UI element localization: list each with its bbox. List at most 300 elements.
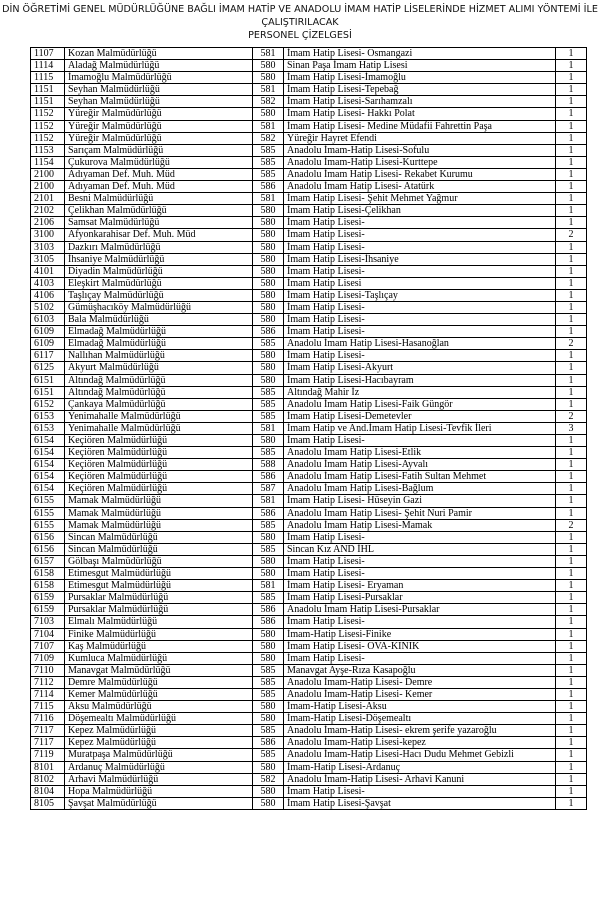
school-code-cell: 585 (253, 398, 284, 410)
school-name-cell: İmam Hatip Lisesi- (284, 241, 556, 253)
staff-count-cell: 1 (556, 72, 587, 84)
unit-name-cell: Manavgat Malmüdürlüğü (65, 664, 253, 676)
staff-count-cell: 1 (556, 96, 587, 108)
school-name-cell: İmam Hatip Lisesi- Hüseyin Gazi (284, 495, 556, 507)
table-row (31, 507, 587, 519)
table-row (31, 749, 587, 761)
unit-name-cell: Mamak Malmüdürlüğü (65, 495, 253, 507)
staff-count-cell: 1 (556, 277, 587, 289)
staff-count-cell: 1 (556, 386, 587, 398)
school-name-cell: İmam Hatip Lisesi- Hakkı Polat (284, 108, 556, 120)
school-name-cell: Anadolu İmam-Hatip Lisesi- Demre (284, 676, 556, 688)
unit-name-cell: Samsat Malmüdürlüğü (65, 217, 253, 229)
unit-code-cell: 8105 (31, 797, 65, 809)
school-code-cell: 580 (253, 253, 284, 265)
table-row (31, 676, 587, 688)
school-name-cell: Anadolu İmam Hatip Lisesi- Rekabet Kurumu (284, 168, 556, 180)
unit-name-cell: Akyurt Malmüdürlüğü (65, 362, 253, 374)
school-name-cell: Anadolu İmam-Hatip Lisesi-kepez (284, 737, 556, 749)
table-row (31, 688, 587, 700)
unit-code-cell: 6159 (31, 604, 65, 616)
staff-count-cell: 1 (556, 701, 587, 713)
unit-code-cell: 3100 (31, 229, 65, 241)
school-name-cell: Anadolu İmam-Hatip Lisesi-Sofulu (284, 144, 556, 156)
table-row (31, 181, 587, 193)
table-row (31, 616, 587, 628)
unit-code-cell: 7114 (31, 688, 65, 700)
table-row (31, 568, 587, 580)
school-name-cell: Anadolu İmam Hatip Lisesi-Ayvalı (284, 459, 556, 471)
school-name-cell: Anadolu İmam Hatip Lisesi-Bağlum (284, 483, 556, 495)
school-name-cell: Altındağ Mahir İz (284, 386, 556, 398)
staff-count-cell: 1 (556, 193, 587, 205)
school-name-cell: İmam Hatip Lisesi-Şavşat (284, 797, 556, 809)
unit-code-cell: 6109 (31, 338, 65, 350)
unit-name-cell: Sarıçam Malmüdürlüğü (65, 144, 253, 156)
school-code-cell: 580 (253, 531, 284, 543)
school-code-cell: 580 (253, 301, 284, 313)
school-name-cell: Sincan Kız AND İHL (284, 543, 556, 555)
unit-code-cell: 2100 (31, 168, 65, 180)
document-title-line-1: DİN ÖĞRETİMİ GENEL MÜDÜRLÜĞÜNE BAĞLI İMAM HATİP VE ANADOLU İMAM HATİP LİSELERİNDE HİZMET ALIMI YÖNTEMİ İLE ÇALIŞTIRILACAK (2, 4, 598, 28)
unit-name-cell: Kumluca Malmüdürlüğü (65, 652, 253, 664)
unit-code-cell: 1107 (31, 48, 65, 60)
table-row (31, 350, 587, 362)
unit-code-cell: 7119 (31, 749, 65, 761)
table-row (31, 797, 587, 809)
school-code-cell: 586 (253, 737, 284, 749)
staff-count-cell: 1 (556, 265, 587, 277)
school-code-cell: 580 (253, 701, 284, 713)
unit-name-cell: Yenimahalle Malmüdürlüğü (65, 410, 253, 422)
school-code-cell: 586 (253, 326, 284, 338)
school-code-cell: 580 (253, 797, 284, 809)
school-code-cell: 588 (253, 459, 284, 471)
table-row (31, 156, 587, 168)
table-row (31, 422, 587, 434)
table-row (31, 362, 587, 374)
unit-code-cell: 6156 (31, 531, 65, 543)
staff-count-cell: 1 (556, 108, 587, 120)
table-row (31, 60, 587, 72)
school-name-cell: Anadolu İmam Hatip Lisesi-Fatih Sultan Mehmet (284, 471, 556, 483)
school-code-cell: 586 (253, 507, 284, 519)
table-row (31, 265, 587, 277)
staff-count-cell: 1 (556, 531, 587, 543)
unit-code-cell: 7116 (31, 713, 65, 725)
staff-count-cell: 1 (556, 398, 587, 410)
school-code-cell: 587 (253, 483, 284, 495)
unit-name-cell: Yenimahalle Malmüdürlüğü (65, 422, 253, 434)
unit-name-cell: Elmalı Malmüdürlüğü (65, 616, 253, 628)
table-row (31, 326, 587, 338)
unit-code-cell: 7110 (31, 664, 65, 676)
school-name-cell: İmam Hatip Lisesi- (284, 350, 556, 362)
unit-code-cell: 1153 (31, 144, 65, 156)
school-code-cell: 580 (253, 652, 284, 664)
school-code-cell: 580 (253, 72, 284, 84)
table-row (31, 543, 587, 555)
unit-code-cell: 6117 (31, 350, 65, 362)
unit-code-cell: 6103 (31, 314, 65, 326)
unit-name-cell: Sincan Malmüdürlüğü (65, 543, 253, 555)
school-name-cell: Anadolu İmam Hatip Lisesi-Faik Güngör (284, 398, 556, 410)
school-name-cell: İmam Hatip Lisesi- OVA-KINIK (284, 640, 556, 652)
school-name-cell: Anadolu İmam Hatip Lisesi-Mamak (284, 519, 556, 531)
staff-count-cell: 1 (556, 773, 587, 785)
table-row (31, 435, 587, 447)
unit-name-cell: Kaş Malmüdürlüğü (65, 640, 253, 652)
unit-code-cell: 1115 (31, 72, 65, 84)
personnel-table (30, 47, 587, 810)
staff-count-cell: 1 (556, 301, 587, 313)
unit-code-cell: 7117 (31, 737, 65, 749)
school-name-cell: Anadolu İmam-Hatip Lisesi-Kurttepe (284, 156, 556, 168)
unit-code-cell: 6151 (31, 386, 65, 398)
school-name-cell: İmam Hatip Lisesi-Sarıhamzalı (284, 96, 556, 108)
unit-code-cell: 6154 (31, 459, 65, 471)
unit-code-cell: 6109 (31, 326, 65, 338)
unit-code-cell: 2106 (31, 217, 65, 229)
school-name-cell: İmam-Hatip Lisesi-Finike (284, 628, 556, 640)
school-name-cell: Yüreğir Hayret Efendi (284, 132, 556, 144)
unit-code-cell: 6153 (31, 422, 65, 434)
school-name-cell: İmam Hatip Lisesi-Taşlıçay (284, 289, 556, 301)
unit-code-cell: 1152 (31, 120, 65, 132)
unit-code-cell: 6151 (31, 374, 65, 386)
unit-code-cell: 7117 (31, 725, 65, 737)
unit-code-cell: 6125 (31, 362, 65, 374)
unit-name-cell: Ardanuç Malmüdürlüğü (65, 761, 253, 773)
unit-code-cell: 1151 (31, 84, 65, 96)
school-code-cell: 582 (253, 96, 284, 108)
unit-name-cell: Şavşat Malmüdürlüğü (65, 797, 253, 809)
staff-count-cell: 1 (556, 144, 587, 156)
school-code-cell: 580 (253, 205, 284, 217)
table-row (31, 96, 587, 108)
unit-name-cell: Altındağ Malmüdürlüğü (65, 374, 253, 386)
unit-name-cell: Arhavi Malmüdürlüğü (65, 773, 253, 785)
document-title-line-2: PERSONEL ÇİZELGESİ (248, 30, 352, 41)
staff-count-cell: 1 (556, 737, 587, 749)
unit-name-cell: Elmadağ Malmüdürlüğü (65, 338, 253, 350)
staff-count-cell: 2 (556, 338, 587, 350)
table-row (31, 386, 587, 398)
unit-name-cell: Kepez Malmüdürlüğü (65, 737, 253, 749)
school-name-cell: İmam Hatip Lisesi- (284, 555, 556, 567)
unit-code-cell: 6153 (31, 410, 65, 422)
unit-code-cell: 2102 (31, 205, 65, 217)
unit-name-cell: Seyhan Malmüdürlüğü (65, 96, 253, 108)
table-row (31, 374, 587, 386)
table-row (31, 48, 587, 60)
unit-name-cell: Adıyaman Def. Muh. Müd (65, 168, 253, 180)
school-name-cell: İmam-Hatip Lisesi-Döşemealtı (284, 713, 556, 725)
school-name-cell: İmam Hatip Lisesi-İmamoğlu (284, 72, 556, 84)
school-name-cell: Anadolu İmam Hatip Lisesi-Hasanoğlan (284, 338, 556, 350)
unit-code-cell: 6155 (31, 495, 65, 507)
school-code-cell: 580 (253, 241, 284, 253)
table-row (31, 72, 587, 84)
unit-code-cell: 6159 (31, 592, 65, 604)
staff-count-cell: 1 (556, 785, 587, 797)
school-name-cell: İmam Hatip Lisesi- (284, 531, 556, 543)
school-name-cell: İmam Hatip Lisesi- Osmangazi (284, 48, 556, 60)
school-name-cell: İmam Hatip Lisesi-Demetevler (284, 410, 556, 422)
table-row (31, 640, 587, 652)
table-row (31, 495, 587, 507)
unit-code-cell: 7109 (31, 652, 65, 664)
unit-name-cell: Mamak Malmüdürlüğü (65, 507, 253, 519)
school-name-cell: İmam Hatip Lisesi- (284, 435, 556, 447)
unit-name-cell: Yüreğir Malmüdürlüğü (65, 108, 253, 120)
staff-count-cell: 1 (556, 181, 587, 193)
school-name-cell: Anadolu İmam-Hatip Lisesi-Hacı Dudu Mehmet Gebizli (284, 749, 556, 761)
unit-code-cell: 4103 (31, 277, 65, 289)
school-code-cell: 582 (253, 132, 284, 144)
school-code-cell: 585 (253, 338, 284, 350)
staff-count-cell: 1 (556, 725, 587, 737)
school-code-cell: 585 (253, 664, 284, 676)
unit-name-cell: Taşlıçay Malmüdürlüğü (65, 289, 253, 301)
unit-code-cell: 6155 (31, 507, 65, 519)
staff-count-cell: 1 (556, 797, 587, 809)
unit-name-cell: İmamoğlu Malmüdürlüğü (65, 72, 253, 84)
table-row (31, 652, 587, 664)
unit-name-cell: Yüreğir Malmüdürlüğü (65, 132, 253, 144)
staff-count-cell: 2 (556, 410, 587, 422)
unit-name-cell: Kemer Malmüdürlüğü (65, 688, 253, 700)
staff-count-cell: 1 (556, 652, 587, 664)
unit-code-cell: 5102 (31, 301, 65, 313)
unit-name-cell: Çankaya Malmüdürlüğü (65, 398, 253, 410)
unit-code-cell: 6157 (31, 555, 65, 567)
school-name-cell: Sinan Paşa İmam Hatip Lisesi (284, 60, 556, 72)
staff-count-cell: 1 (556, 592, 587, 604)
table-row (31, 604, 587, 616)
school-code-cell: 580 (253, 785, 284, 797)
table-row (31, 253, 587, 265)
school-name-cell: İmam Hatip Lisesi-Çelikhan (284, 205, 556, 217)
unit-name-cell: Mamak Malmüdürlüğü (65, 519, 253, 531)
school-code-cell: 581 (253, 193, 284, 205)
staff-count-cell: 2 (556, 229, 587, 241)
school-name-cell: İmam Hatip Lisesi- Şehit Mehmet Yağmur (284, 193, 556, 205)
unit-name-cell: Aladağ Malmüdürlüğü (65, 60, 253, 72)
school-name-cell: İmam Hatip Lisesi- Medine Müdafii Fahrettin Paşa (284, 120, 556, 132)
table-row (31, 531, 587, 543)
school-code-cell: 585 (253, 725, 284, 737)
unit-name-cell: Pursaklar Malmüdürlüğü (65, 592, 253, 604)
school-name-cell: İmam Hatip Lisesi (284, 277, 556, 289)
school-code-cell: 585 (253, 447, 284, 459)
table-row (31, 205, 587, 217)
staff-count-cell: 1 (556, 289, 587, 301)
school-code-cell: 581 (253, 495, 284, 507)
staff-count-cell: 1 (556, 495, 587, 507)
table-row (31, 314, 587, 326)
school-name-cell: İmam Hatip Lisesi-Akyurt (284, 362, 556, 374)
school-name-cell: Anadolu İmam-Hatip Lisesi- ekrem şerife yazaroğlu (284, 725, 556, 737)
unit-code-cell: 1152 (31, 132, 65, 144)
table-row (31, 301, 587, 313)
table-row (31, 338, 587, 350)
table-row (31, 713, 587, 725)
staff-count-cell: 1 (556, 84, 587, 96)
school-name-cell: Anadolu İmam-Hatip Lisesi- Kemer (284, 688, 556, 700)
table-row (31, 459, 587, 471)
school-code-cell: 581 (253, 48, 284, 60)
table-row (31, 193, 587, 205)
school-name-cell: Anadolu İmam Hatip Lisesi- Şehit Nuri Pamir (284, 507, 556, 519)
school-code-cell: 585 (253, 519, 284, 531)
school-code-cell: 581 (253, 120, 284, 132)
school-name-cell: İmam Hatip Lisesi-Tepebağ (284, 84, 556, 96)
school-code-cell: 585 (253, 543, 284, 555)
table-row (31, 447, 587, 459)
table-row (31, 701, 587, 713)
unit-code-cell: 6154 (31, 483, 65, 495)
unit-name-cell: Gölbaşı Malmüdürlüğü (65, 555, 253, 567)
school-code-cell: 580 (253, 435, 284, 447)
staff-count-cell: 1 (556, 60, 587, 72)
staff-count-cell: 1 (556, 616, 587, 628)
unit-code-cell: 1114 (31, 60, 65, 72)
school-code-cell: 586 (253, 604, 284, 616)
school-code-cell: 585 (253, 688, 284, 700)
school-code-cell: 581 (253, 84, 284, 96)
staff-count-cell: 1 (556, 749, 587, 761)
school-code-cell: 582 (253, 773, 284, 785)
school-code-cell: 585 (253, 156, 284, 168)
unit-name-cell: Eleşkirt Malmüdürlüğü (65, 277, 253, 289)
school-name-cell: Anadolu İmam Hatip Lisesi-Pursaklar (284, 604, 556, 616)
school-name-cell: İmam Hatip Lisesi- (284, 265, 556, 277)
unit-code-cell: 6152 (31, 398, 65, 410)
unit-name-cell: Demre Malmüdürlüğü (65, 676, 253, 688)
school-name-cell: İmam Hatip Lisesi- (284, 326, 556, 338)
staff-count-cell: 1 (556, 120, 587, 132)
unit-code-cell: 6154 (31, 447, 65, 459)
unit-code-cell: 7107 (31, 640, 65, 652)
school-name-cell: Anadolu İmam Hatip Lisesi- Atatürk (284, 181, 556, 193)
table-row (31, 398, 587, 410)
unit-name-cell: Altındağ Malmüdürlüğü (65, 386, 253, 398)
school-name-cell: İmam Hatip Lisesi-Pursaklar (284, 592, 556, 604)
unit-name-cell: Keçiören Malmüdürlüğü (65, 447, 253, 459)
unit-name-cell: Diyadin Malmüdürlüğü (65, 265, 253, 277)
table-row (31, 483, 587, 495)
unit-code-cell: 6158 (31, 568, 65, 580)
unit-name-cell: Keçiören Malmüdürlüğü (65, 459, 253, 471)
school-code-cell: 580 (253, 229, 284, 241)
staff-count-cell: 1 (556, 253, 587, 265)
school-name-cell: Manavgat Ayşe-Rıza Kasapoğlu (284, 664, 556, 676)
school-code-cell: 585 (253, 410, 284, 422)
school-code-cell: 586 (253, 181, 284, 193)
school-code-cell: 580 (253, 713, 284, 725)
table-row (31, 229, 587, 241)
unit-code-cell: 3105 (31, 253, 65, 265)
unit-name-cell: Adıyaman Def. Muh. Müd (65, 181, 253, 193)
staff-count-cell: 1 (556, 132, 587, 144)
unit-code-cell: 6158 (31, 580, 65, 592)
unit-name-cell: Keçiören Malmüdürlüğü (65, 471, 253, 483)
school-name-cell: İmam-Hatip Lisesi-Ardanuç (284, 761, 556, 773)
table-row (31, 277, 587, 289)
table-row (31, 555, 587, 567)
staff-count-cell: 1 (556, 435, 587, 447)
school-code-cell: 585 (253, 386, 284, 398)
staff-count-cell: 1 (556, 483, 587, 495)
school-name-cell: İmam Hatip Lisesi- (284, 229, 556, 241)
school-code-cell: 580 (253, 628, 284, 640)
table-row (31, 761, 587, 773)
table-row (31, 132, 587, 144)
staff-count-cell: 1 (556, 761, 587, 773)
school-name-cell: Anadolu İmam Hatip Lisesi-Etlik (284, 447, 556, 459)
table-row (31, 664, 587, 676)
table-row (31, 410, 587, 422)
staff-count-cell: 1 (556, 156, 587, 168)
school-code-cell: 585 (253, 144, 284, 156)
unit-code-cell: 8104 (31, 785, 65, 797)
school-code-cell: 585 (253, 592, 284, 604)
table-row (31, 580, 587, 592)
unit-code-cell: 7103 (31, 616, 65, 628)
unit-name-cell: Gümüşhacıköy Malmüdürlüğü (65, 301, 253, 313)
unit-code-cell: 1154 (31, 156, 65, 168)
unit-name-cell: Pursaklar Malmüdürlüğü (65, 604, 253, 616)
school-name-cell: Anadolu İmam-Hatip Lisesi- Arhavi Kanuni (284, 773, 556, 785)
table-row (31, 84, 587, 96)
unit-name-cell: Elmadağ Malmüdürlüğü (65, 326, 253, 338)
table-row (31, 120, 587, 132)
staff-count-cell: 1 (556, 362, 587, 374)
school-code-cell: 580 (253, 289, 284, 301)
unit-name-cell: Çukurova Malmüdürlüğü (65, 156, 253, 168)
unit-code-cell: 6156 (31, 543, 65, 555)
school-code-cell: 581 (253, 422, 284, 434)
staff-count-cell: 1 (556, 168, 587, 180)
staff-count-cell: 1 (556, 48, 587, 60)
school-name-cell: İmam Hatip Lisesi- (284, 616, 556, 628)
unit-name-cell: Döşemealtı Malmüdürlüğü (65, 713, 253, 725)
unit-name-cell: Nallıhan Malmüdürlüğü (65, 350, 253, 362)
unit-name-cell: Kozan Malmüdürlüğü (65, 48, 253, 60)
school-code-cell: 585 (253, 749, 284, 761)
staff-count-cell: 1 (556, 688, 587, 700)
staff-count-cell: 1 (556, 640, 587, 652)
staff-count-cell: 2 (556, 519, 587, 531)
school-code-cell: 580 (253, 60, 284, 72)
unit-name-cell: Finike Malmüdürlüğü (65, 628, 253, 640)
table-row (31, 108, 587, 120)
document-title (0, 3, 600, 42)
school-code-cell: 581 (253, 580, 284, 592)
unit-name-cell: Kepez Malmüdürlüğü (65, 725, 253, 737)
unit-code-cell: 6154 (31, 435, 65, 447)
staff-count-cell: 1 (556, 241, 587, 253)
school-name-cell: İmam Hatip Lisesi-İhsaniye (284, 253, 556, 265)
table-row (31, 737, 587, 749)
unit-code-cell: 4106 (31, 289, 65, 301)
school-code-cell: 580 (253, 314, 284, 326)
table-row (31, 241, 587, 253)
unit-name-cell: Muratpaşa Malmüdürlüğü (65, 749, 253, 761)
school-name-cell: İmam Hatip Lisesi- (284, 314, 556, 326)
unit-code-cell: 2100 (31, 181, 65, 193)
